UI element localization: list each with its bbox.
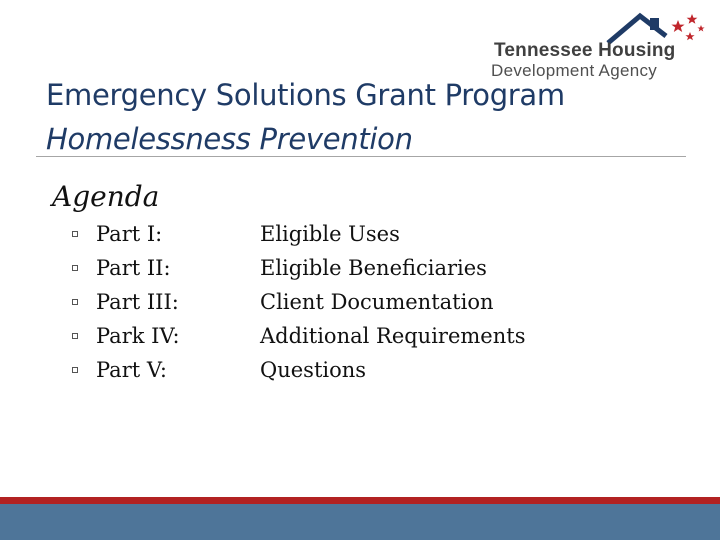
agenda-item bbox=[72, 290, 672, 324]
agenda-item bbox=[72, 358, 672, 392]
footer-bar bbox=[0, 504, 720, 540]
agenda-part-label: Park IV: bbox=[96, 324, 180, 348]
agenda-part-label: Part II: bbox=[96, 256, 171, 280]
square-bullet-icon bbox=[72, 265, 78, 271]
agenda-topic: Eligible Beneficiaries bbox=[260, 256, 487, 280]
square-bullet-icon bbox=[72, 231, 78, 237]
slide-subtitle: Homelessness Prevention bbox=[46, 122, 413, 156]
agenda-part-label: Part I: bbox=[96, 222, 163, 246]
house-roof-icon bbox=[606, 10, 706, 44]
square-bullet-icon bbox=[72, 299, 78, 305]
agenda-topic: Client Documentation bbox=[260, 290, 494, 314]
agenda-topic: Questions bbox=[260, 358, 367, 382]
title-divider bbox=[36, 156, 686, 157]
tennessee-housing-logo bbox=[488, 10, 714, 82]
square-bullet-icon bbox=[72, 367, 78, 373]
footer-accent-bar bbox=[0, 497, 720, 504]
agenda-part-label: Part III: bbox=[96, 290, 179, 314]
agenda-topic: Eligible Uses bbox=[260, 222, 400, 246]
agenda-topic: Additional Requirements bbox=[260, 324, 526, 348]
slide-title: Emergency Solutions Grant Program bbox=[46, 78, 565, 112]
agenda-heading: Agenda bbox=[52, 180, 160, 213]
stars-icon bbox=[671, 14, 704, 40]
agenda-part-label: Part V: bbox=[96, 358, 167, 382]
agenda-item bbox=[72, 324, 672, 358]
square-bullet-icon bbox=[72, 333, 78, 339]
agenda-item bbox=[72, 222, 672, 256]
agenda-list bbox=[72, 222, 672, 392]
logo-agency: Development Agency bbox=[491, 61, 658, 80]
logo-name: Tennessee Housing bbox=[494, 40, 676, 61]
agenda-item bbox=[72, 256, 672, 290]
